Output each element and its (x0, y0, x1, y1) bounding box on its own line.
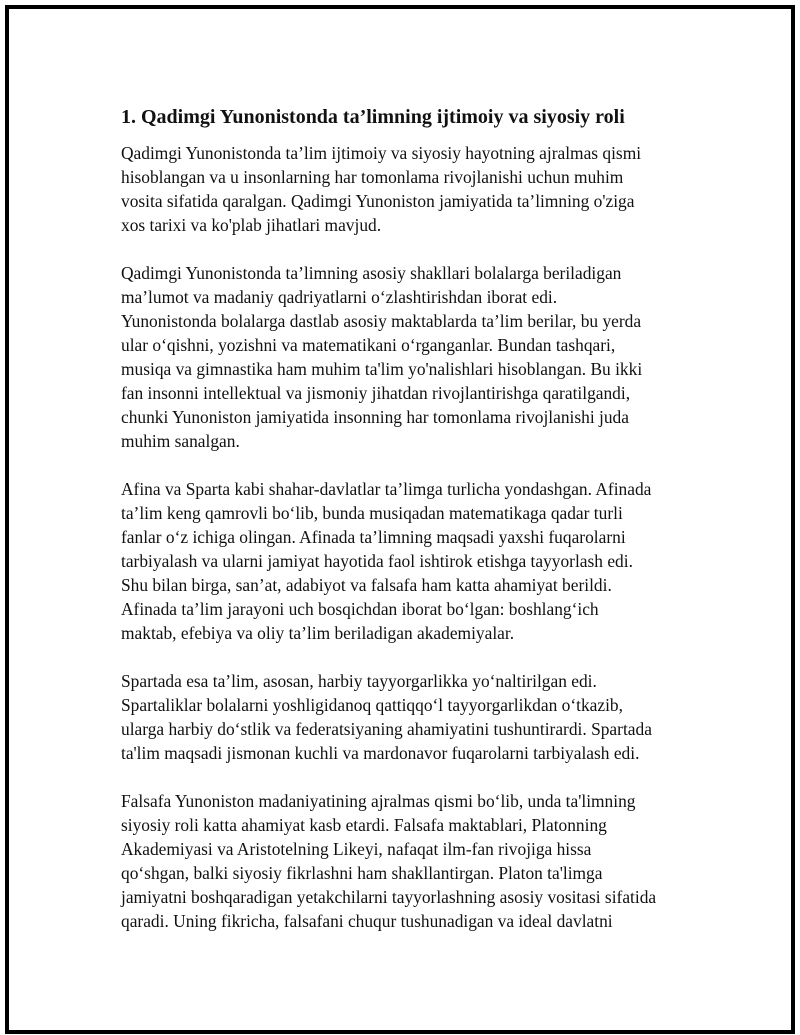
text-line: siyosiy roli katta ahamiyat kasb etardi. Falsafa maktablari, Platonning (121, 815, 607, 835)
text-line: jamiyatni boshqaradigan yetakchilarni tayyorlashning asosiy vositasi sifatida (121, 887, 657, 907)
text-line: hisoblangan va u insonlarning har tomonlama rivojlanishi uchun muhim (121, 167, 624, 187)
text-line: Yunonistonda bolalarga dastlab asosiy maktablarda ta’lim berilar, bu yerda (121, 311, 642, 331)
text-line: Spartaliklar bolalarni yoshligidanoq qattiqqo‘l tayyorgarlikdan o‘tkazib, (121, 695, 623, 715)
text-line: Afina va Sparta kabi shahar-davlatlar ta’limga turlicha yondashgan. Afinada (121, 479, 652, 499)
text-line: musiqa va gimnastika ham muhim ta'lim yo'nalishlari hisoblangan. Bu ikki (121, 359, 643, 379)
text-line: ta’lim keng qamrovli bo‘lib, bunda musiqadan matematikaga qadar turli (121, 503, 623, 523)
page-frame (5, 5, 795, 1034)
text-line: qo‘shgan, balki siyosiy fikrlashni ham shakllantirgan. Platon ta'limga (121, 863, 603, 883)
text-line: maktab, efebiya va oliy ta’lim beriladigan akademiyalar. (121, 623, 515, 643)
text-line: muhim sanalgan. (121, 431, 240, 451)
text-line: ma’lumot va madaniy qadriyatlarni o‘zlashtirishdan iborat edi. (121, 287, 558, 307)
text-line: fanlar o‘z ichiga olingan. Afinada ta’limning maqsadi yaxshi fuqarolarni (121, 527, 626, 547)
text-line: vosita sifatida qaralgan. Qadimgi Yunoniston jamiyatida ta’limning o'ziga (121, 191, 635, 211)
text-line: Falsafa Yunoniston madaniyatining ajralmas qismi bo‘lib, unda ta'limning (121, 791, 636, 811)
text-line: Akademiyasi va Aristotelning Likeyi, nafaqat ilm-fan rivojiga hissa (121, 839, 592, 859)
text-line: qaradi. Uning fikricha, falsafani chuqur tushunadigan va ideal davlatni (121, 911, 613, 931)
paragraph (121, 141, 696, 237)
paragraph (121, 477, 696, 645)
text-line: Afinada ta’lim jarayoni uch bosqichdan iborat bo‘lgan: boshlang‘ich (121, 599, 599, 619)
text-line: Qadimgi Yunonistonda ta’lim ijtimoiy va siyosiy hayotning ajralmas qismi (121, 143, 642, 163)
text-line: chunki Yunoniston jamiyatida insonning har tomonlama rivojlanishi juda (121, 407, 629, 427)
paragraph (121, 789, 696, 933)
paragraph (121, 669, 696, 765)
text-line: Spartada esa ta’lim, asosan, harbiy tayyorgarlikka yo‘naltirilgan edi. (121, 671, 597, 691)
paragraph-container (121, 141, 696, 933)
text-line: ta'lim maqsadi jismonan kuchli va mardonavor fuqarolarni tarbiyalash edi. (121, 743, 640, 763)
text-line: xos tarixi va ko'plab jihatlari mavjud. (121, 215, 382, 235)
text-line: Shu bilan birga, san’at, adabiyot va falsafa ham katta ahamiyat berildi. (121, 575, 612, 595)
section-heading: 1. Qadimgi Yunonistonda ta’limning ijtimoiy va siyosiy roli (121, 106, 625, 128)
text-line: ular o‘qishni, yozishni va matematikani o‘rganganlar. Bundan tashqari, (121, 335, 616, 355)
text-line: Qadimgi Yunonistonda ta’limning asosiy shakllari bolalarga beriladigan (121, 263, 622, 283)
text-line: ularga harbiy do‘stlik va federatsiyaning ahamiyatini tushuntirardi. Spartada (121, 719, 652, 739)
paragraph (121, 261, 696, 453)
text-line: fan insonni intellektual va jismoniy jihatdan rivojlantirishga qaratilgandi, (121, 383, 631, 403)
document-body (121, 103, 696, 957)
text-line: tarbiyalash va ularni jamiyat hayotida faol ishtirok etishga tayyorlash edi. (121, 551, 633, 571)
